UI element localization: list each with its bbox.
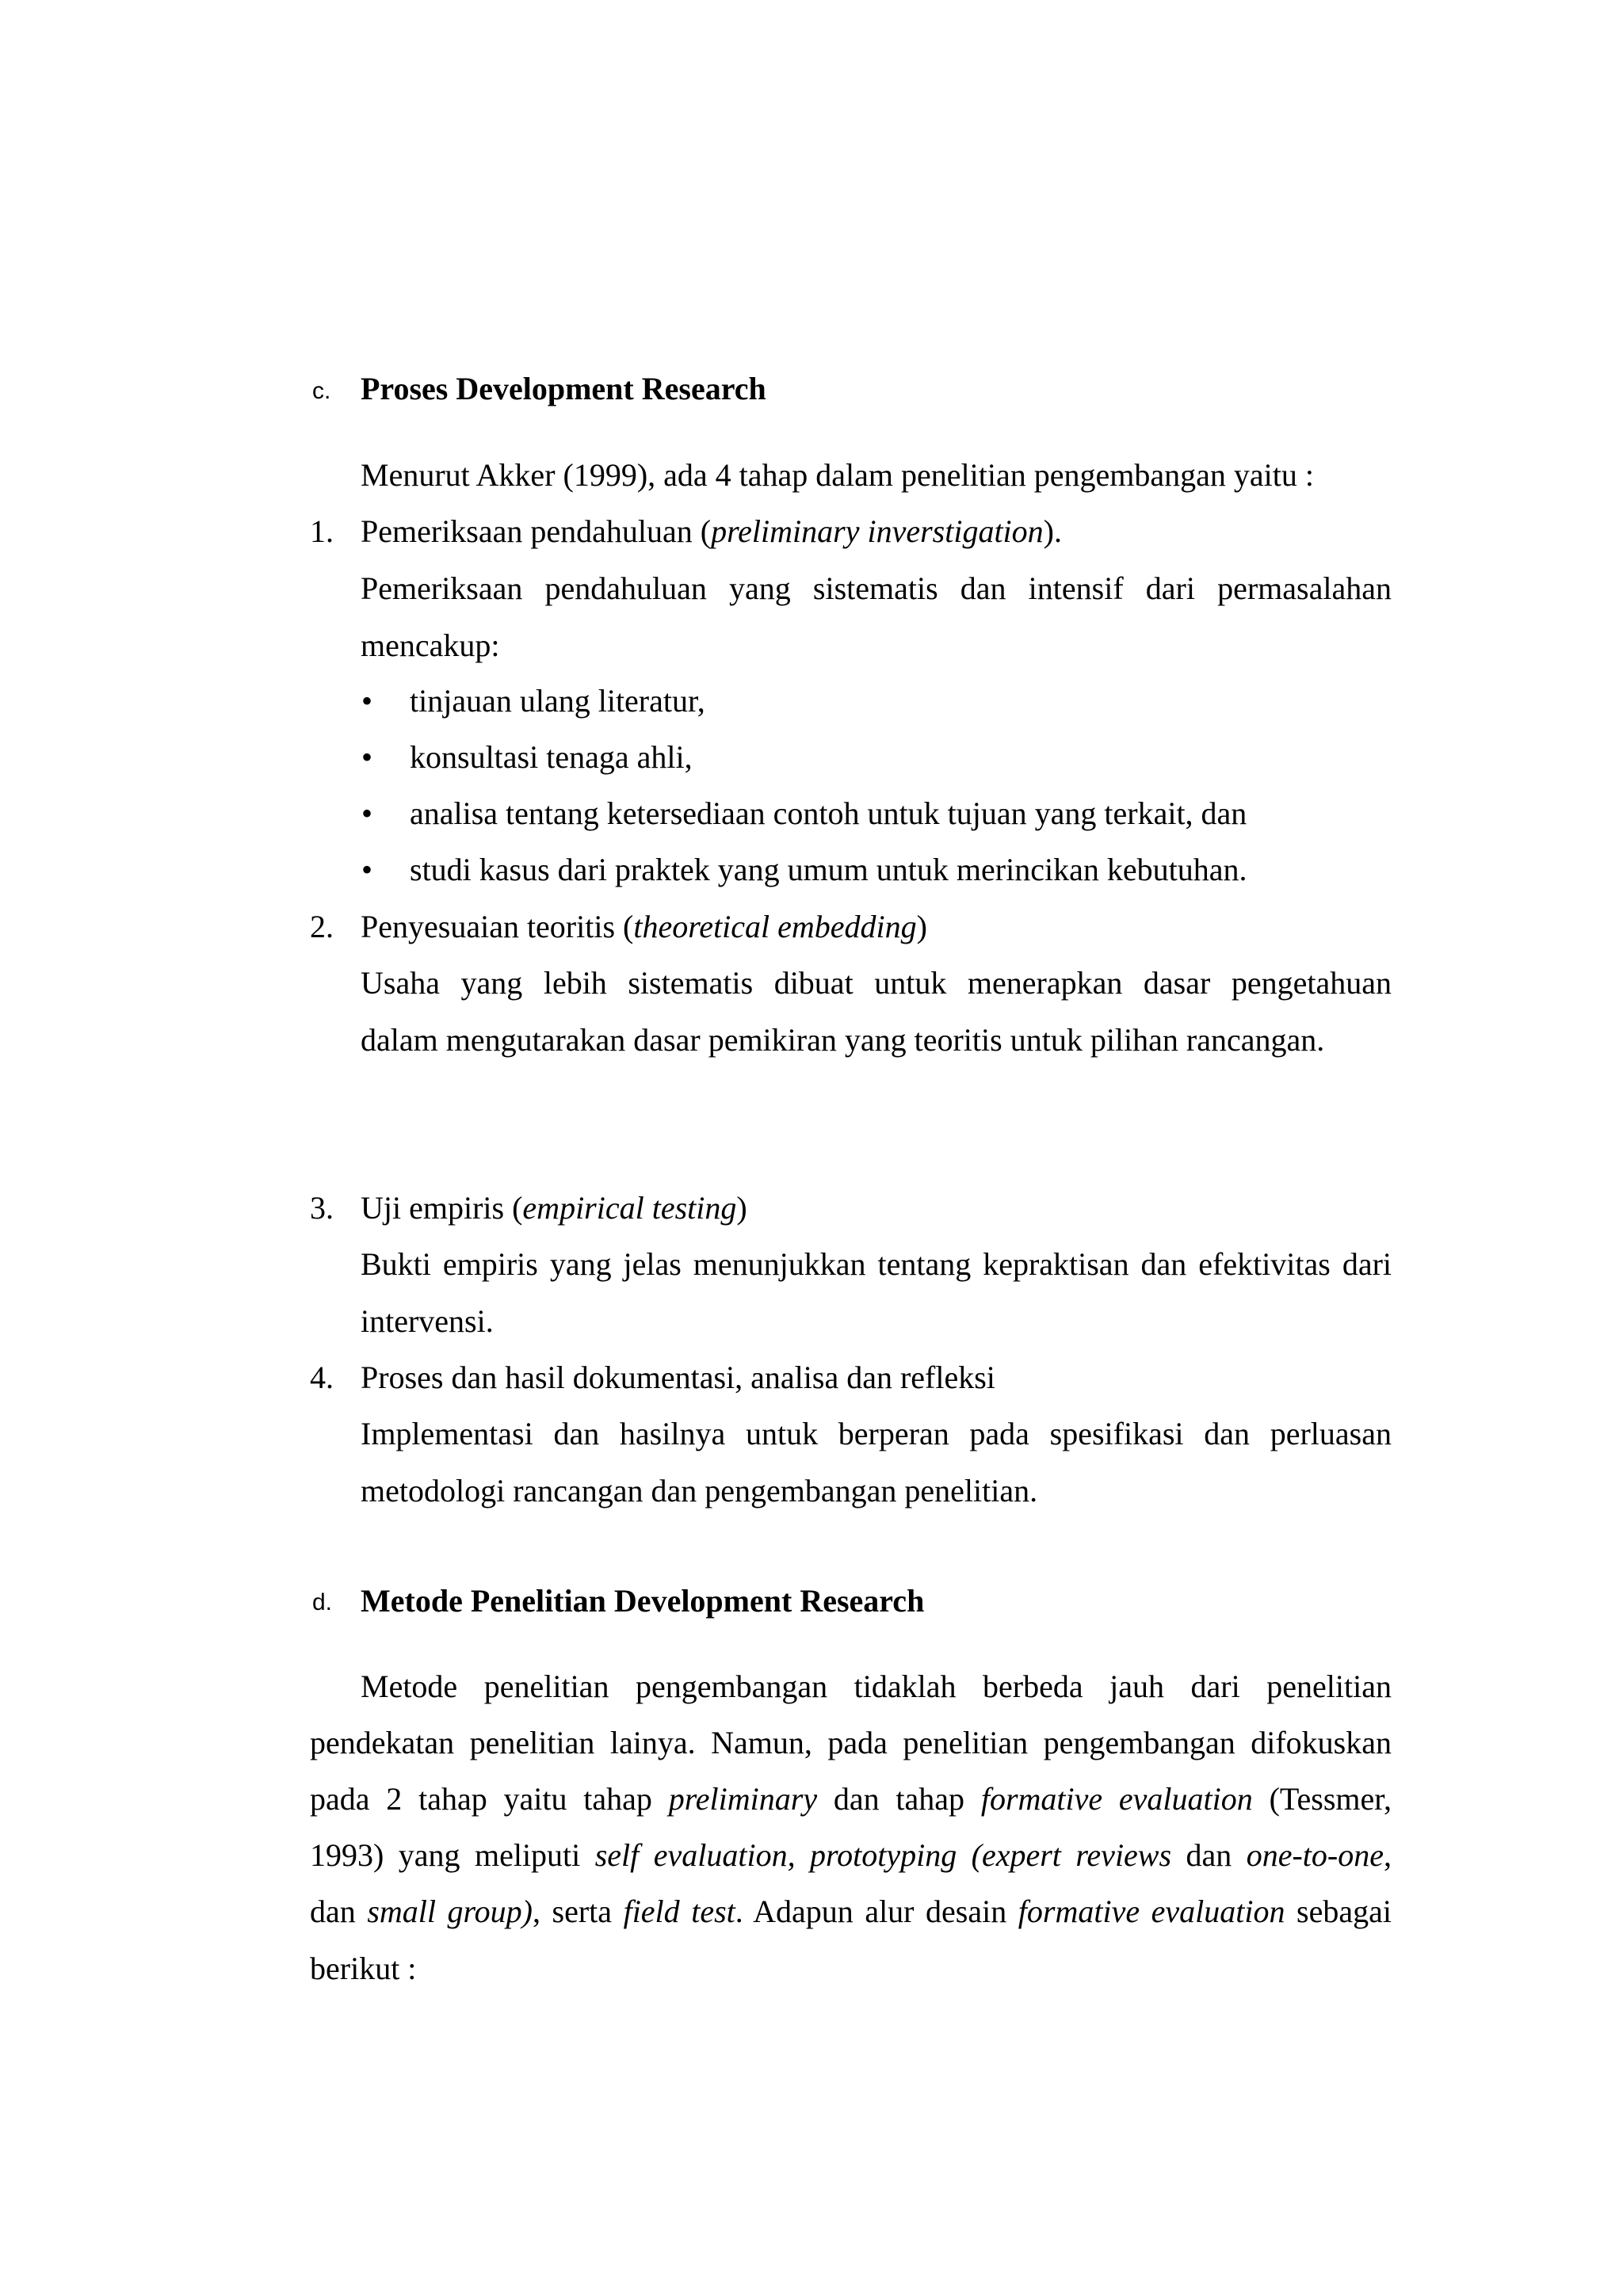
bullet-icon: • bbox=[361, 795, 373, 831]
step-3-title: Uji empiris (empirical testing) bbox=[361, 1190, 747, 1226]
bullet-icon: • bbox=[361, 683, 373, 719]
step-1-bullet: tinjauan ulang literatur, bbox=[410, 683, 705, 719]
section-d-heading: Metode Penelitian Development Research bbox=[361, 1583, 925, 1619]
step-1-bullet: studi kasus dari praktek yang umum untuk merincikan kebutuhan. bbox=[410, 852, 1247, 887]
step-2-number: 2. bbox=[310, 909, 334, 944]
section-d-marker: d. bbox=[312, 1589, 333, 1615]
section-c-marker: c. bbox=[312, 378, 331, 404]
step-1-bullet: konsultasi tenaga ahli, bbox=[410, 739, 693, 775]
step-3-number: 3. bbox=[310, 1190, 334, 1226]
step-2-title: Penyesuaian teoritis (theoretical embedding) bbox=[361, 909, 927, 944]
section-d-para-line-1: Metode penelitian pengembangan tidaklah berbeda jauh dari penelitian bbox=[361, 1669, 1392, 1704]
section-d-para-line-3: pada 2 tahap yaitu tahap preliminary dan tahap formative evaluation (Tessmer, bbox=[310, 1781, 1392, 1817]
step-3-desc-line-1: Bukti empiris yang jelas menunjukkan tentang kepraktisan dan efektivitas dari bbox=[361, 1246, 1392, 1282]
bullet-icon: • bbox=[361, 852, 373, 887]
step-2-desc-line-2: dalam mengutarakan dasar pemikiran yang teoritis untuk pilihan rancangan. bbox=[361, 1022, 1325, 1058]
section-d-para-line-5: dan small group), serta field test. Adapun alur desain formative evaluation sebagai bbox=[310, 1894, 1392, 1929]
step-1-number: 1. bbox=[310, 513, 334, 549]
step-1-title: Pemeriksaan pendahuluan (preliminary inverstigation). bbox=[361, 513, 1062, 549]
section-d-para-line-4: 1993) yang meliputi self evaluation, prototyping (expert reviews dan one-to-one, bbox=[310, 1837, 1392, 1873]
step-4-desc-line-2: metodologi rancangan dan pengembangan penelitian. bbox=[361, 1473, 1038, 1508]
section-c-intro: Menurut Akker (1999), ada 4 tahap dalam penelitian pengembangan yaitu : bbox=[361, 457, 1314, 493]
step-1-bullet: analisa tentang ketersediaan contoh untuk tujuan yang terkait, dan bbox=[410, 795, 1247, 831]
step-1-desc-line-2: mencakup: bbox=[361, 627, 500, 663]
step-2-desc-line-1: Usaha yang lebih sistematis dibuat untuk menerapkan dasar pengetahuan bbox=[361, 965, 1392, 1001]
step-4-number: 4. bbox=[310, 1360, 334, 1395]
bullet-icon: • bbox=[361, 739, 373, 775]
step-3-desc-line-2: intervensi. bbox=[361, 1303, 494, 1339]
step-4-desc-line-1: Implementasi dan hasilnya untuk berperan pada spesifikasi dan perluasan bbox=[361, 1416, 1392, 1451]
section-d-para-line-2: pendekatan penelitian lainya. Namun, pada penelitian pengembangan difokuskan bbox=[310, 1725, 1392, 1760]
step-4-title: Proses dan hasil dokumentasi, analisa dan refleksi bbox=[361, 1360, 995, 1395]
section-d-para-line-6: berikut : bbox=[310, 1951, 417, 1986]
step-1-desc-line-1: Pemeriksaan pendahuluan yang sistematis dan intensif dari permasalahan bbox=[361, 570, 1392, 606]
section-c-heading: Proses Development Research bbox=[361, 371, 766, 406]
